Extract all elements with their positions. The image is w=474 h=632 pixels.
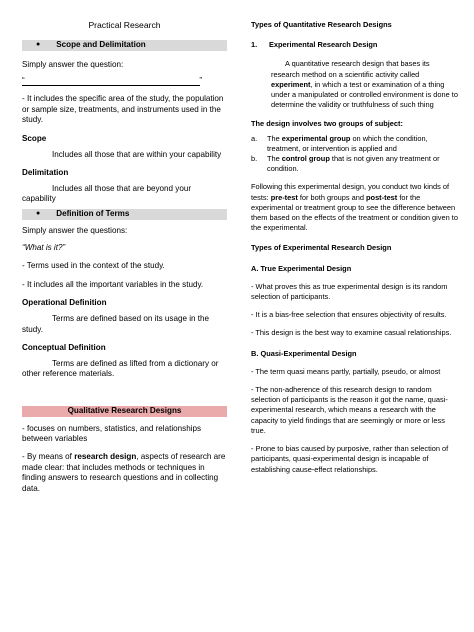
definition-point: - Terms used in the context of the study. <box>22 261 165 271</box>
qualitative-point <box>22 452 227 494</box>
section-heading-label: Definition of Terms <box>56 209 130 219</box>
text-run: The <box>267 133 282 143</box>
true-experimental-point: - This design is the best way to examine casual relationships. <box>251 328 452 338</box>
instruction-text: Simply answer the questions: <box>22 225 128 235</box>
text-run: for both groups and <box>297 192 367 202</box>
quasi-experimental-heading: B. Quasi-Experimental Design <box>251 348 357 358</box>
definition-point: - It includes all the important variables in the study. <box>22 279 204 289</box>
text-run: , in which a test or examination of a thing under a manipulated or controlled environment is done to determine the validity or truthfulness of such thing <box>271 79 458 110</box>
list-item <box>251 134 458 154</box>
scope-heading: Scope <box>22 133 47 143</box>
delimitation-heading: Delimitation <box>22 168 69 178</box>
bullet-icon: ● <box>36 40 41 48</box>
list-label: a. <box>251 133 258 143</box>
true-experimental-heading: A. True Experimental Design <box>251 263 352 273</box>
instruction-text: Simply answer the question: <box>22 59 124 69</box>
bullet-icon: ● <box>36 210 41 218</box>
list-text <box>267 134 458 154</box>
list-item <box>251 154 458 174</box>
conceptual-definition-heading: Conceptual Definition <box>22 343 106 353</box>
text-run: Following this experimental design, you conduct two kinds of tests: <box>251 182 450 202</box>
types-heading: Types of Experimental Research Design <box>251 243 392 253</box>
section-heading-scope <box>22 40 227 51</box>
list-text <box>267 154 458 174</box>
bold-term: control group <box>281 154 330 164</box>
question-text <box>22 243 227 254</box>
qualitative-point: - focuses on numbers, statistics, and relationships between variables <box>22 423 202 444</box>
answer-blank-line <box>22 77 200 86</box>
quasi-experimental-point: - The term quasi means partly, partially, pseudo, or almost <box>251 366 441 376</box>
quasi-experimental-point: - Prone to bias caused by purposive, rather than selection of participants, quasi-experimental design is incapable of establishing cause-effect relationships. <box>251 444 449 474</box>
scope-text: Includes all those that are within your capability <box>52 149 222 159</box>
open-quote: “ <box>22 76 25 86</box>
conceptual-definition-text: Terms are defined as lifted from a dictionary or other reference materials. <box>22 358 219 379</box>
true-experimental-point: - It is a bias-free selection that ensures objectivity of results. <box>251 310 447 320</box>
bold-term: experimental group <box>281 133 351 143</box>
text-run: , aspects of research are made clear: that includes methods or techniques in finding answers to research questions and in collecting data. <box>22 452 226 493</box>
list-label: b. <box>251 154 258 164</box>
right-column <box>251 20 458 475</box>
scope-definition: - It includes the specific area of the study, the population or sample size, treatments, and instruments used in the study. <box>22 94 224 125</box>
bold-term: pre-test <box>270 192 298 202</box>
heading-label: Experimental Research Design <box>269 40 378 50</box>
text-run: The <box>267 154 282 164</box>
delimitation-text: Includes all those that are beyond your capability <box>22 183 192 204</box>
right-title: Types of Quantitative Research Designs <box>251 20 392 29</box>
bold-term: research design <box>74 452 137 462</box>
close-quote: ” <box>199 76 202 86</box>
section-heading-definition <box>22 209 227 220</box>
text-run: that is not given any treatment or condition. <box>267 154 440 174</box>
groups-heading: The design involves two groups of subject: <box>251 119 403 129</box>
section-heading-label: Scope and Delimitation <box>56 39 146 49</box>
page-title: Practical Research <box>88 20 161 30</box>
section-heading-qualitative: Qualitative Research Designs <box>22 406 227 417</box>
bold-term: experiment <box>271 79 311 89</box>
question-label: “What is it?” <box>22 242 66 252</box>
left-column <box>22 20 227 494</box>
quasi-experimental-point: - The non-adherence of this research design to random selection of participants is the reason it got the name, quasi-experimental research, which means a research with the capacity to yield findings that are seemingly or more or less true. <box>251 385 448 435</box>
bold-term: post-test <box>366 192 398 202</box>
true-experimental-point: - What proves this as true experimental design is its random selection of participants. <box>251 281 448 302</box>
text-run: for the experimental or treatment group to see the difference between them based on the effects of the treatment or condition given to the experimental. <box>251 192 458 233</box>
text-run: - By means of <box>22 452 75 462</box>
spacer <box>22 380 227 406</box>
number-label: 1. <box>251 40 258 50</box>
tests-paragraph <box>251 182 458 233</box>
operational-definition-heading: Operational Definition <box>22 298 107 308</box>
text-run: A quantitative research design that bases its research method on a scientific activity called <box>271 59 430 79</box>
text-run: on which the condition, treatment, or intervention is applied and <box>267 133 428 153</box>
operational-definition-text: Terms are defined based on its usage in the study. <box>22 313 210 334</box>
numbered-heading <box>251 40 458 50</box>
experimental-definition <box>251 59 458 110</box>
